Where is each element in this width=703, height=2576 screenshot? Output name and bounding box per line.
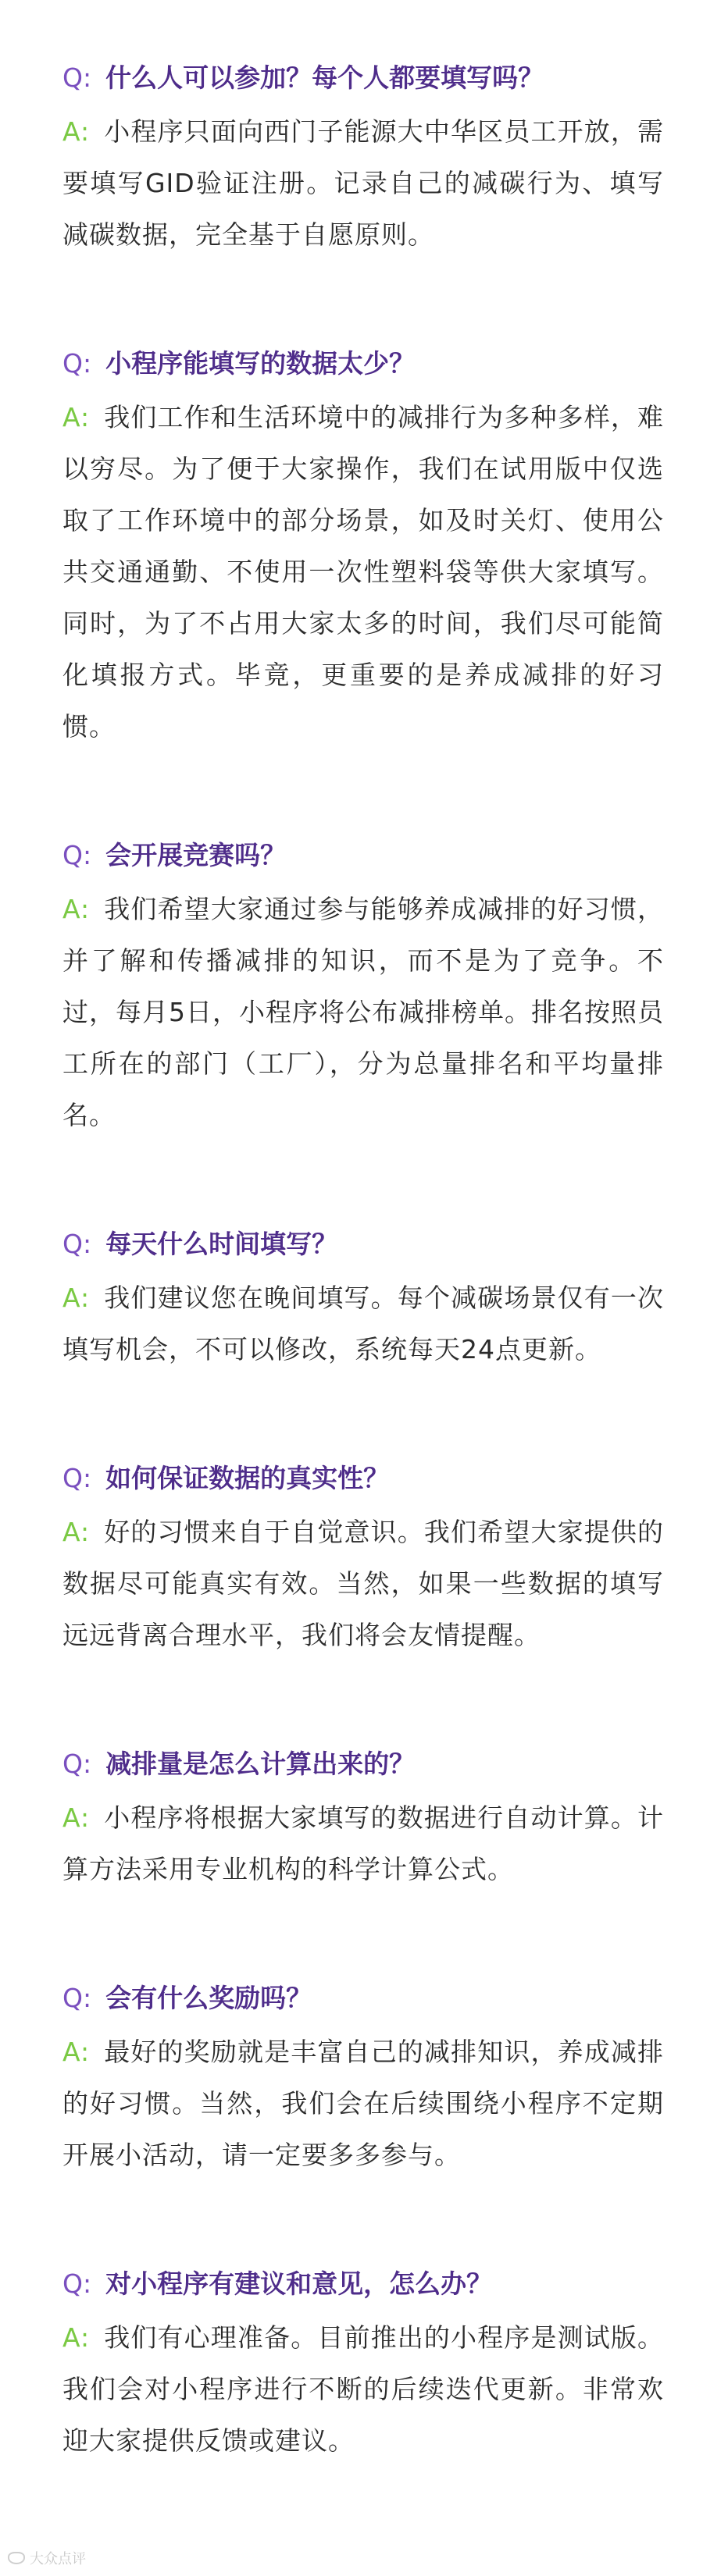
question-text: 小程序能填写的数据太少？ [105,348,416,379]
faq-question [62,2262,664,2306]
faq-answer [62,1272,664,1375]
faq-list [62,56,664,2467]
faq-answer [62,2312,664,2467]
question-text: 会开展竞赛吗？ [105,840,287,870]
question-label: Q: [62,840,92,870]
question-text: 每天什么时间填写？ [105,1229,338,1259]
faq-question [62,1222,664,1266]
faq-question [62,56,664,100]
faq-answer [62,106,664,261]
answer-text: 我们工作和生活环境中的减排行为多种多样，难以穷尽。为了便于大家操作，我们在试用版中仅选取了工作环境中的部分场景，如及时关灯、使用公共交通通勤、不使用一次性塑料袋等供大家填写。同时，为了不占用大家太多的时间，我们尽可能简化填报方式。毕竟，更重要的是养成减排的好习惯。 [62,402,664,742]
question-label: Q: [62,1749,92,1779]
faq-item [62,1742,664,1895]
faq-question [62,342,664,386]
question-text: 如何保证数据的真实性？ [105,1463,390,1493]
faq-item [62,834,664,1141]
faq-item [62,1222,664,1375]
answer-label: A: [62,1283,91,1313]
faq-answer [62,1792,664,1895]
faq-item [62,56,664,261]
faq-item [62,2262,664,2467]
faq-question [62,1457,664,1500]
answer-text: 小程序只面向西门子能源大中华区员工开放，需要填写GID验证注册。记录自己的减碳行为、填写减碳数据，完全基于自愿原则。 [62,116,664,250]
answer-text: 我们有心理准备。目前推出的小程序是测试版。我们会对小程序进行不断的后续迭代更新。非常欢迎大家提供反馈或建议。 [62,2322,664,2456]
question-label: Q: [62,1983,92,2013]
answer-label: A: [62,894,91,924]
faq-item [62,342,664,753]
faq-answer [62,884,664,1141]
question-label: Q: [62,348,92,379]
question-text: 减排量是怎么计算出来的？ [105,1749,416,1779]
watermark-text: 大众点评 [30,2551,86,2567]
answer-label: A: [62,2037,91,2067]
question-label: Q: [62,2268,92,2299]
question-label: Q: [62,62,92,93]
faq-question [62,1976,664,2020]
answer-label: A: [62,1517,91,1547]
question-text: 对小程序有建议和意见，怎么办？ [105,2268,493,2299]
answer-label: A: [62,402,91,432]
question-text: 会有什么奖励吗？ [105,1983,312,2013]
faq-question [62,1742,664,1786]
faq-item [62,1457,664,1661]
question-label: Q: [62,1463,92,1493]
answer-text: 小程序将根据大家填写的数据进行自动计算。计算方法采用专业机构的科学计算公式。 [62,1802,664,1884]
watermark-logo-icon [8,2552,25,2564]
faq-answer [62,392,664,753]
watermark [8,2548,86,2568]
answer-text: 我们希望大家通过参与能够养成减排的好习惯，并了解和传播减排的知识，而不是为了竞争。不过，每月5日，小程序将公布减排榜单。排名按照员工所在的部门（工厂），分为总量排名和平均量排名。 [62,894,664,1130]
answer-label: A: [62,1802,91,1833]
answer-text: 好的习惯来自于自觉意识。我们希望大家提供的数据尽可能真实有效。当然，如果一些数据的填写远远背离合理水平，我们将会友情提醒。 [62,1517,664,1650]
question-text: 什么人可以参加？每个人都要填写吗？ [105,62,544,93]
answer-text: 最好的奖励就是丰富自己的减排知识，养成减排的好习惯。当然，我们会在后续围绕小程序不定期开展小活动，请一定要多多参与。 [62,2037,664,2170]
faq-question [62,834,664,877]
answer-label: A: [62,116,91,147]
question-label: Q: [62,1229,92,1259]
faq-answer [62,1507,664,1661]
faq-item [62,1976,664,2181]
faq-answer [62,2026,664,2181]
answer-label: A: [62,2322,91,2353]
answer-text: 我们建议您在晚间填写。每个减碳场景仅有一次填写机会，不可以修改，系统每天24点更新。 [62,1283,664,1364]
